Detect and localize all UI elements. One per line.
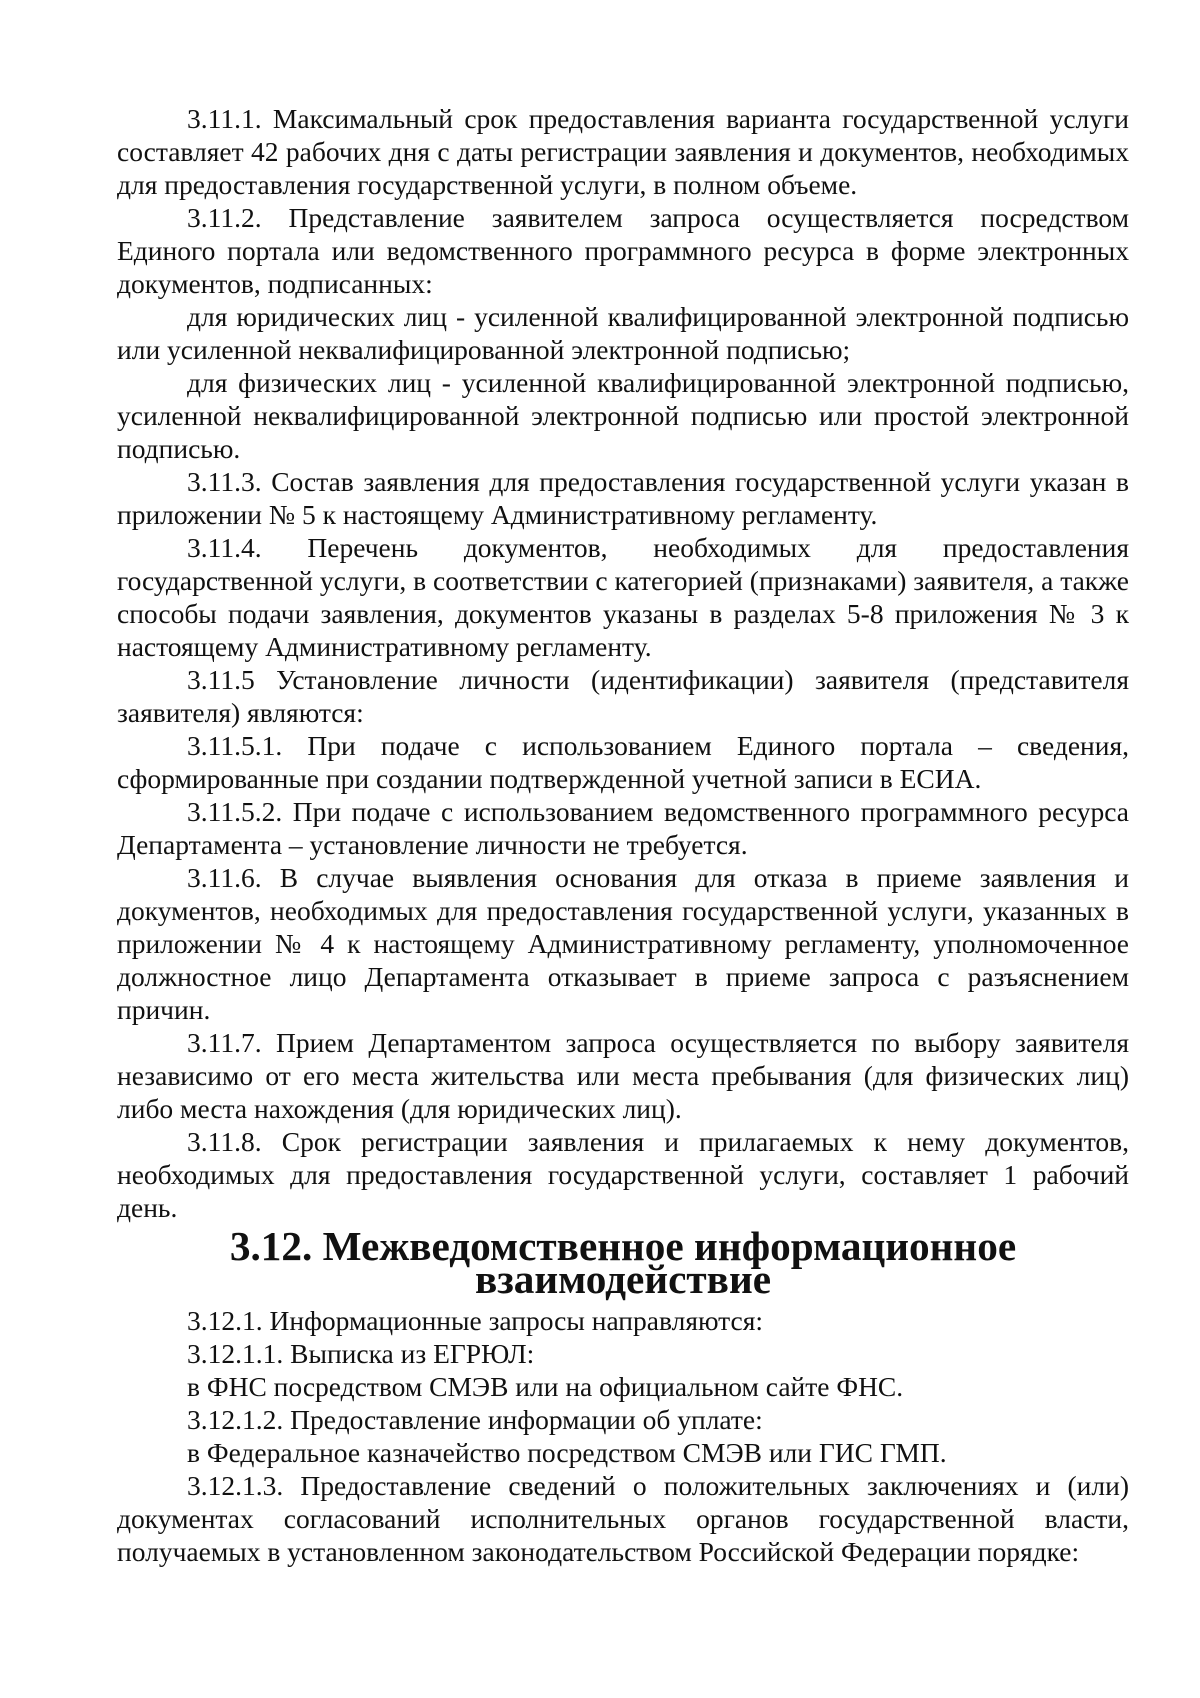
paragraph-3-11-6: 3.11.6. В случае выявления основания для отказа в приеме заявления и документов, необходимых для предоставления государственной услуги, указанных в приложении № 4 к настоящему Административному регламенту, уполномоченное должностное лицо Департамента отказывает в приеме запроса с разъяснением причин. <box>117 862 1129 1025</box>
paragraph-3-11-8: 3.11.8. Срок регистрации заявления и прилагаемых к нему документов, необходимых для предоставления государственной услуги, составляет 1 рабочий день. <box>117 1126 1129 1223</box>
paragraph-3-11-5-2: 3.11.5.2. При подаче с использованием ведомственного программного ресурса Департамента – установление личности не требуется. <box>117 796 1129 860</box>
paragraph-3-11-5: 3.11.5 Установление личности (идентификации) заявителя (представителя заявителя) являются: <box>117 664 1129 728</box>
section-heading-3-12: 3.12. Межведомственное информационное взаимодействие <box>229 1223 1017 1302</box>
paragraph-3-11-3: 3.11.3. Состав заявления для предоставления государственной услуги указан в приложении № 5 к настоящему Административному регламенту. <box>117 466 1129 530</box>
paragraph-treasury: в Федеральное казначейство посредством СМЭВ или ГИС ГМП. <box>187 1437 947 1468</box>
paragraph-3-11-1: 3.11.1. Максимальный срок предоставления варианта государственной услуги составляет 42 рабочих дня с даты регистрации заявления и документов, необходимых для предоставления государственной услуги, в полном объеме. <box>117 103 1129 200</box>
paragraph-3-11-7: 3.11.7. Прием Департаментом запроса осуществляется по выбору заявителя независимо от его места жительства или места пребывания (для физических лиц) либо места нахождения (для юридических лиц). <box>117 1027 1129 1124</box>
paragraph-3-11-5-1: 3.11.5.1. При подаче с использованием Единого портала – сведения, сформированные при создании подтвержденной учетной записи в ЕСИА. <box>117 730 1129 794</box>
paragraph-fns: в ФНС посредством СМЭВ или на официальном сайте ФНС. <box>187 1371 904 1402</box>
paragraph-3-12-1-1: 3.12.1.1. Выписка из ЕГРЮЛ: <box>187 1338 535 1369</box>
paragraph-legal-entities: для юридических лиц - усиленной квалифицированной электронной подписью или усиленной неквалифицированной электронной подписью; <box>117 301 1129 365</box>
paragraph-3-11-4: 3.11.4. Перечень документов, необходимых для предоставления государственной услуги, в соответствии с категорией (признаками) заявителя, а также способы подачи заявления, документов указаны в разделах 5-8 приложения № 3 к настоящему Административному регламенту. <box>117 532 1129 662</box>
paragraph-3-12-1-3: 3.12.1.3. Предоставление сведений о положительных заключениях и (или) документах согласований исполнительных органов государственной власти, получаемых в установленном законодательством Российской Федерации порядке: <box>117 1470 1129 1567</box>
document-page <box>117 102 1129 1568</box>
paragraph-3-12-1: 3.12.1. Информационные запросы направляются: <box>187 1305 763 1336</box>
paragraph-3-12-1-2: 3.12.1.2. Предоставление информации об уплате: <box>187 1404 763 1435</box>
paragraph-individuals: для физических лиц - усиленной квалифицированной электронной подписью, усиленной неквалифицированной электронной подписью или простой электронной подписью. <box>117 367 1129 464</box>
paragraph-3-11-2: 3.11.2. Представление заявителем запроса осуществляется посредством Единого портала или ведомственного программного ресурса в форме электронных документов, подписанных: <box>117 202 1129 299</box>
